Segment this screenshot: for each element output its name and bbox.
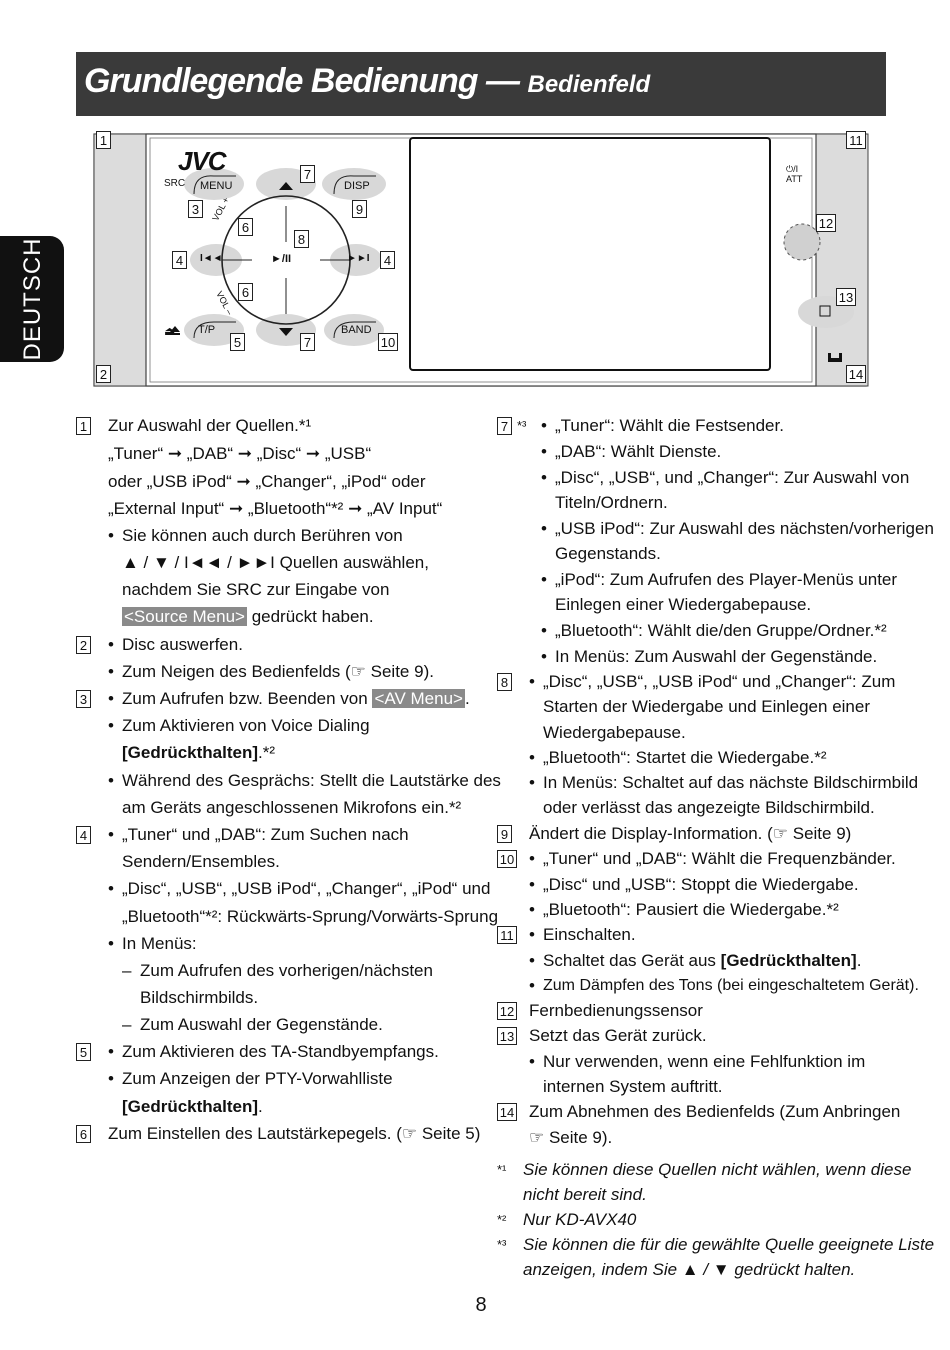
footnote-1-line1: Sie können diese Quellen nicht wählen, wenn diese <box>523 1160 912 1179</box>
bullet: • <box>529 900 535 919</box>
bullet: • <box>529 1052 535 1071</box>
language-tab-label: DEUTSCH <box>19 237 46 361</box>
callout-1: 1 <box>96 131 111 149</box>
footnote-3-line2: anzeigen, indem Sie ▲ / ▼ gedrückt halten. <box>523 1260 856 1279</box>
item-4-bullet-2b: „Bluetooth“*²: Rückwärts-Sprung/Vorwärts-Sprung <box>122 907 499 926</box>
callout-3: 3 <box>188 200 203 218</box>
menu-button[interactable]: MENU <box>200 180 233 192</box>
footnotes <box>497 1160 935 1290</box>
item-13-number: 13 <box>497 1027 517 1045</box>
dash: – <box>122 1015 132 1034</box>
item-10-bullet-3: „Bluetooth“: Pausiert die Wiedergabe.*² <box>543 900 839 919</box>
item-11-bullet-2-end: . <box>856 951 862 970</box>
item-7-footnote-mark: *³ <box>517 418 527 433</box>
item-7-bullet-4b: Gegenstands. <box>555 544 661 563</box>
callout-9: 9 <box>352 200 367 218</box>
bullet: • <box>541 621 547 640</box>
bullet: • <box>541 442 547 461</box>
bullet: • <box>529 849 535 868</box>
item-7-bullet-6: „Bluetooth“: Wählt die/den Gruppe/Ordner.*² <box>555 621 887 640</box>
item-7-bullet-7: In Menüs: Zum Auswahl der Gegenstände. <box>555 647 878 666</box>
item-4-bullet-2a: „Disc“, „USB“, „USB iPod“, „Changer“, „iPod“ und <box>122 879 491 898</box>
prev-button[interactable]: I◄◄ <box>200 253 223 264</box>
item-3-bullet-2b-end: .*² <box>258 743 276 762</box>
item-7-bullet-3a: „Disc“, „USB“, und „Changer“: Zur Auswahl von <box>555 468 910 487</box>
item-8-bullet-3b: oder verlässt das angezeigte Bildschirmbild. <box>543 798 875 817</box>
item-11-bullet-2-text: Schaltet das Gerät aus <box>543 951 721 970</box>
bullet: • <box>529 976 535 995</box>
footnote-2-mark: *² <box>497 1212 507 1227</box>
src-label: SRC <box>164 178 186 189</box>
callout-8: 8 <box>294 230 309 248</box>
item-1-line2: „Tuner“ ➞ „DAB“ ➞ „Disc“ ➞ „USB“ <box>108 444 372 463</box>
item-7-bullet-3b: Titeln/Ordnern. <box>555 493 668 512</box>
item-10-bullet-1: „Tuner“ und „DAB“: Wählt die Frequenzbänder. <box>543 849 896 868</box>
item-4-number: 4 <box>76 826 91 844</box>
footnote-3-line1: Sie können die für die gewählte Quelle geeignete Liste <box>523 1235 935 1254</box>
callout-7-bottom: 7 <box>300 333 315 351</box>
title-subtitle: Bedienfeld <box>527 71 651 98</box>
tp-button[interactable]: T/P <box>198 324 216 336</box>
footnote-1-mark: *¹ <box>497 1162 507 1177</box>
jvc-logo: JVC <box>178 146 226 176</box>
bullet: • <box>529 875 535 894</box>
bullet: • <box>108 879 114 898</box>
press-hold-label: [Gedrückthalten] <box>122 743 259 762</box>
bullet: • <box>541 468 547 487</box>
callout-11: 11 <box>846 131 866 149</box>
bullet: • <box>108 526 114 545</box>
disp-button[interactable]: DISP <box>344 180 370 192</box>
item-13-bullet-1a: Nur verwenden, wenn eine Fehlfunktion im <box>543 1052 866 1071</box>
vol-plus-label: VOL + <box>210 195 232 223</box>
item-14-number: 14 <box>497 1103 517 1121</box>
bullet: • <box>541 570 547 589</box>
bullet: • <box>108 934 114 953</box>
bullet: • <box>108 825 114 844</box>
item-1-number: 1 <box>76 417 91 435</box>
item-5-bullet-2b-end: . <box>258 1097 263 1116</box>
item-5-bullet-1: Zum Aktivieren des TA-Standbyempfangs. <box>122 1042 439 1061</box>
item-8-bullet-1b: Starten der Wiedergabe und Einlegen einer <box>543 697 870 716</box>
item-8-bullet-1a: „Disc“, „USB“, „USB iPod“ und „Changer“: Zum <box>543 672 896 691</box>
right-column <box>497 412 934 1152</box>
item-1-text: Zur Auswahl der Quellen.*¹ <box>108 416 312 435</box>
dash: – <box>122 961 132 980</box>
item-4-dash-2: Zum Auswahl der Gegenstände. <box>140 1015 383 1034</box>
left-column <box>76 412 501 1152</box>
page-title <box>84 62 650 101</box>
bullet: • <box>529 773 535 792</box>
item-3-bullet-2b <box>122 739 275 766</box>
item-14-text: Zum Abnehmen des Bedienfelds (Zum Anbringen <box>529 1102 901 1121</box>
item-12-text: Fernbedienungssensor <box>529 1001 703 1020</box>
footnote-1-line2: nicht bereit sind. <box>523 1185 647 1204</box>
next-button[interactable]: ►►I <box>347 253 370 264</box>
item-7-number: 7 <box>497 417 512 435</box>
vol-minus-label: VOL – <box>214 289 235 317</box>
item-7-bullet-5b: Einlegen einer Wiedergabepause. <box>555 595 812 614</box>
callout-2: 2 <box>96 365 111 383</box>
eject-button[interactable]: ⏏ <box>164 324 176 338</box>
item-12-number: 12 <box>497 1002 517 1020</box>
item-8-bullet-3a: In Menüs: Schaltet auf das nächste Bildschirmbild <box>543 773 919 792</box>
item-14-text-2: ☞ Seite 9). <box>529 1128 613 1147</box>
callout-14: 14 <box>846 365 866 383</box>
item-4-dash-1b: Bildschirmbilds. <box>140 988 259 1007</box>
source-menu-highlight: <Source Menu> <box>124 607 245 626</box>
item-9-number: 9 <box>497 825 512 843</box>
item-9-text: Ändert die Display-Information. (☞ Seite 9) <box>529 824 852 843</box>
item-7-bullet-5a: „iPod“: Zum Aufrufen des Player-Menüs unter <box>555 570 898 589</box>
callout-5: 5 <box>230 333 245 351</box>
title-main: Grundlegende Bedienung — <box>84 62 520 100</box>
item-3-bullet-1-text: Zum Aufrufen bzw. Beenden von <box>122 689 373 708</box>
bullet: • <box>529 951 535 970</box>
bullet: • <box>529 748 535 767</box>
item-10-number: 10 <box>497 850 517 868</box>
item-4-bullet-1b: Sendern/Ensembles. <box>122 852 280 871</box>
press-hold-label: [Gedrückthalten] <box>122 1097 259 1116</box>
bullet: • <box>108 771 114 790</box>
bullet: • <box>108 689 114 708</box>
callout-4-right: 4 <box>380 251 395 269</box>
item-1-bullet-tail: gedrückt haben. <box>246 607 374 626</box>
item-1-bullet-line2: ▲ / ▼ / I◄◄ / ►►I Quellen auswählen, <box>122 553 429 572</box>
item-8-number: 8 <box>497 673 512 691</box>
item-8-bullet-1c: Wiedergabepause. <box>543 723 686 742</box>
bullet: • <box>541 519 547 538</box>
bullet: • <box>529 925 535 944</box>
item-1-bullet-line1: Sie können auch durch Berühren von <box>122 526 403 545</box>
item-2-bullet-1: Disc auswerfen. <box>122 635 243 654</box>
play-pause-button[interactable]: ►/II <box>271 253 292 265</box>
item-11-bullet-3: Zum Dämpfen des Tons (bei eingeschaltetem Gerät). <box>543 977 919 994</box>
item-11-bullet-1: Einschalten. <box>543 925 636 944</box>
item-2-number: 2 <box>76 636 91 654</box>
band-button[interactable]: BAND <box>341 324 372 336</box>
item-7-bullet-4a: „USB iPod“: Zur Auswahl des nächsten/vorherigen <box>555 519 934 538</box>
item-3-bullet-3b: am Geräts angeschlossenen Mikrofons ein.*² <box>122 798 462 817</box>
item-3-bullet-1 <box>122 685 470 712</box>
item-5-bullet-2a: Zum Anzeigen der PTY-Vorwahlliste <box>122 1069 393 1088</box>
item-3-number: 3 <box>76 690 91 708</box>
item-6-text: Zum Einstellen des Lautstärkepegels. (☞ Seite 5) <box>108 1124 481 1143</box>
item-13-text: Setzt das Gerät zurück. <box>529 1026 707 1045</box>
item-5-bullet-2b <box>122 1093 263 1120</box>
footnote-3-mark: *³ <box>497 1237 507 1252</box>
bullet: • <box>541 647 547 666</box>
bullet: • <box>108 716 114 735</box>
item-4-bullet-1a: „Tuner“ und „DAB“: Zum Suchen nach <box>122 825 409 844</box>
item-4-bullet-3: In Menüs: <box>122 934 197 953</box>
item-2-bullet-2: Zum Neigen des Bedienfelds (☞ Seite 9). <box>122 662 434 681</box>
callout-6-top: 6 <box>238 218 253 236</box>
item-4-dash-1a: Zum Aufrufen des vorherigen/nächsten <box>140 961 433 980</box>
bullet: • <box>108 1042 114 1061</box>
item-11-bullet-2 <box>543 947 861 974</box>
av-menu-highlight: <AV Menu> <box>374 689 463 708</box>
bullet: • <box>529 672 535 691</box>
callout-12: 12 <box>816 214 836 232</box>
item-7-bullet-1: „Tuner“: Wählt die Festsender. <box>555 416 784 435</box>
item-3-bullet-1-end: . <box>464 689 470 708</box>
item-3-bullet-2a: Zum Aktivieren von Voice Dialing <box>122 716 370 735</box>
item-1-bullet-line3: nachdem Sie SRC zur Eingabe von <box>122 580 390 599</box>
callout-10: 10 <box>378 333 398 351</box>
callout-7-top: 7 <box>300 165 315 183</box>
item-6-number: 6 <box>76 1125 91 1143</box>
item-7-bullet-2: „DAB“: Wählt Dienste. <box>555 442 722 461</box>
item-10-bullet-2: „Disc“ und „USB“: Stoppt die Wiedergabe. <box>543 875 859 894</box>
callout-6-bottom: 6 <box>238 283 253 301</box>
bullet: • <box>108 662 114 681</box>
bullet: • <box>108 635 114 654</box>
footnote-2-line1: Nur KD-AVX40 <box>523 1210 637 1229</box>
callout-4-left: 4 <box>172 251 187 269</box>
bullet: • <box>108 1069 114 1088</box>
page-number: 8 <box>475 1294 487 1316</box>
press-hold-label: [Gedrückthalten] <box>720 951 857 970</box>
item-5-number: 5 <box>76 1043 91 1061</box>
item-1-line4: „External Input“ ➞ „Bluetooth“*² ➞ „AV Input“ <box>108 499 443 518</box>
item-11-number: 11 <box>497 926 517 944</box>
power-att-button[interactable]: ⏻/I ATT <box>786 164 803 184</box>
item-1-bullet-line4 <box>122 603 374 630</box>
item-3-bullet-3a: Während des Gesprächs: Stellt die Lautstärke des <box>122 771 501 790</box>
bullet: • <box>541 416 547 435</box>
item-13-bullet-1b: internen System auftritt. <box>543 1077 723 1096</box>
callout-13: 13 <box>836 288 856 306</box>
item-8-bullet-2: „Bluetooth“: Startet die Wiedergabe.*² <box>543 748 827 767</box>
item-1-line3: oder „USB iPod“ ➞ „Changer“, „iPod“ oder <box>108 472 426 491</box>
